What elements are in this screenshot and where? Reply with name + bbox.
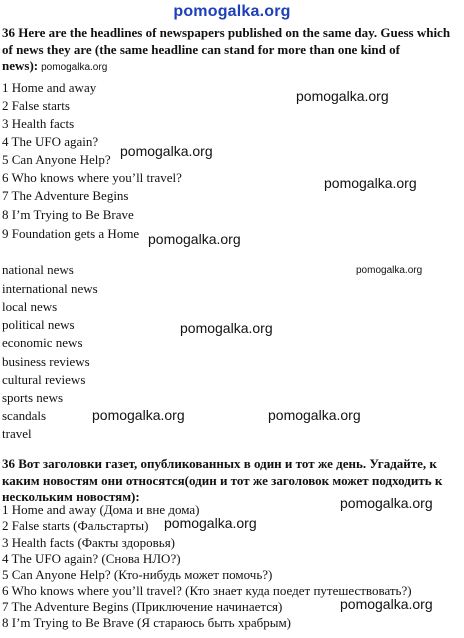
headline-ru-7: 7 The Adventure Begins (Приключение начинается) <box>2 599 283 614</box>
headline-ru-2: 2 False starts (Фальстарты) <box>2 518 149 533</box>
watermark: pomogalka.org <box>164 515 257 531</box>
watermark: pomogalka.org <box>324 175 417 191</box>
headline-en-9: 9 Foundation gets a Home <box>2 226 140 241</box>
watermark: pomogalka.org <box>340 495 433 511</box>
watermark: pomogalka.org <box>148 231 241 247</box>
headline-ru-8: 8 I’m Trying to Be Brave (Я стараюсь быть храбрым) <box>2 615 291 630</box>
watermark: pomogalka.org <box>268 407 361 423</box>
headline-en-5: 5 Can Anyone Help? <box>2 152 111 167</box>
exercise-heading-en-text: 36 Here are the headlines of newspapers published on the same day. Guess which of news they are (the same headline can stand for more than one kind of news): <box>2 25 451 73</box>
watermark: pomogalka.org <box>296 88 389 104</box>
site-title[interactable]: pomogalka.org <box>173 3 291 20</box>
news-type-7: cultural reviews <box>2 372 86 387</box>
news-type-6: business reviews <box>2 354 90 369</box>
headline-en-3: 3 Health facts <box>2 116 75 131</box>
news-type-10: travel <box>2 426 32 441</box>
watermark: pomogalka.org <box>41 62 108 73</box>
news-type-2: international news <box>2 281 98 296</box>
exercise-heading-ru: 36 Вот заголовки газет, опубликованных в один и тот же день. Угадайте, к каким новостям они относятся(один и тот же заголовок может подходить к нескольким новостям): <box>2 456 443 504</box>
headline-ru-6: 6 Who knows where you’ll travel? (Кто знает куда поедет путешествовать?) <box>2 583 412 598</box>
watermark: pomogalka.org <box>340 596 433 612</box>
headline-en-7: 7 The Adventure Begins <box>2 188 129 203</box>
headline-en-8: 8 I’m Trying to Be Brave <box>2 207 134 222</box>
headline-en-4: 4 The UFO again? <box>2 134 99 149</box>
headline-ru-3: 3 Health facts (Факты здоровья) <box>2 535 176 550</box>
watermark: pomogalka.org <box>92 407 185 423</box>
headline-ru-4: 4 The UFO again? (Снова НЛО?) <box>2 551 181 566</box>
headline-en-1: 1 Home and away <box>2 80 97 95</box>
watermark: pomogalka.org <box>120 143 213 159</box>
watermark: pomogalka.org <box>180 320 273 336</box>
news-type-3: local news <box>2 299 58 314</box>
watermark: pomogalka.org <box>356 265 423 276</box>
headline-en-2: 2 False starts <box>2 98 70 113</box>
headline-ru-1: 1 Home and away (Дома и вне дома) <box>2 502 200 517</box>
headline-ru-5: 5 Can Anyone Help? (Кто-нибудь может помочь?) <box>2 567 273 582</box>
headline-en-6: 6 Who knows where you’ll travel? <box>2 170 182 185</box>
news-type-1: national news <box>2 262 74 277</box>
news-type-8: sports news <box>2 390 64 405</box>
news-type-5: economic news <box>2 335 83 350</box>
exercise-heading-en <box>2 25 460 77</box>
news-type-4: political news <box>2 317 75 332</box>
news-type-9: scandals <box>2 408 47 423</box>
